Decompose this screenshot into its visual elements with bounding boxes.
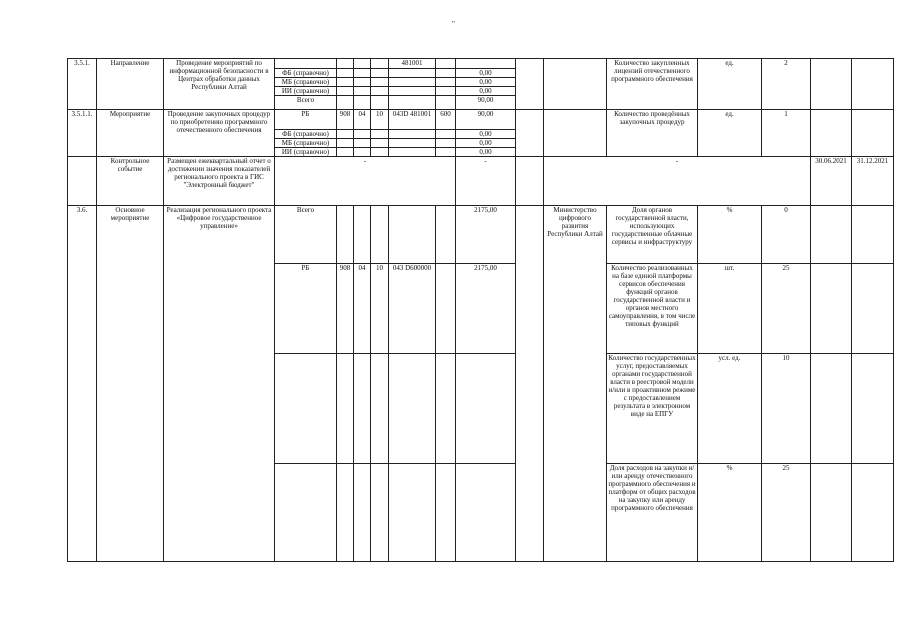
funding-source-label: ФБ (справочно) [275, 130, 337, 139]
indicator-text: Доля органов государственной власти, использующих государственные облачные сервисы и инфраструктуру [607, 206, 698, 264]
target-code: 043 D600000 [389, 264, 436, 354]
section-code: 04 [354, 264, 371, 354]
grbs-code: 908 [337, 110, 354, 130]
indicator-unit: % [698, 206, 762, 264]
table-row [68, 157, 894, 206]
funding-amount: 2175,00 [456, 264, 516, 354]
indicator-value: 2 [762, 59, 811, 110]
indicator-text: Количество реализованных на базе единой платформы сервисов обеспечения функций органов государственной власти и органов местного самоуправления, в том числе типовых функций [607, 264, 698, 354]
row-name: Реализация регионального проекта «Цифровое государственное управление» [164, 206, 275, 562]
table-row [68, 59, 894, 69]
indicator-value: 1 [762, 110, 811, 157]
funding-source-label: Всего [275, 96, 337, 110]
indicator-text: Количество закупленных лицензий отечественного программного обеспечения [607, 59, 698, 110]
indicator-value: 0 [762, 206, 811, 264]
row-name: Размещен ежеквартальный отчет о достижении значения показателей регионального проекта в ГИС "Электронный бюджет" [164, 157, 275, 206]
indicator-unit: % [698, 464, 762, 562]
dash-cell: - [275, 157, 456, 206]
subsection-code: 10 [371, 264, 389, 354]
funding-source-label: ИИ (справочно) [275, 87, 337, 96]
target-code: 481001 [389, 59, 436, 69]
row-name: Проведение мероприятий по информационной безопасности в Центрах обработки данных Республики Алтай [164, 59, 275, 110]
funding-amount: 90,00 [456, 96, 516, 110]
funding-source-label: ФБ (справочно) [275, 69, 337, 78]
funding-amount: 0,00 [456, 78, 516, 87]
row-type: Контрольное событие [97, 157, 164, 206]
row-type: Мероприятие [97, 110, 164, 157]
indicator-unit: усл. ед. [698, 354, 762, 464]
indicator-unit: ед. [698, 59, 762, 110]
budget-code: РБ [275, 110, 337, 130]
funding-amount: 0,00 [456, 87, 516, 96]
indicator-text: Количество проведённых закупочных процедур [607, 110, 698, 157]
row-name: Проведение закупочных процедур по приобретению программного отечественного обеспечения [164, 110, 275, 157]
grbs-code: 908 [337, 264, 354, 354]
indicator-text: Количество государственных услуг, предоставляемых органами государственной власти в реестровой модели и/или в проактивном режиме с предоставлением результата в электронном виде на ЕПГУ [607, 354, 698, 464]
funding-amount: 0,00 [456, 69, 516, 78]
dash-cell: - [456, 157, 516, 206]
indicator-text: Доля расходов на закупки и/или аренду отечественного программного обеспечения и платформ от общих расходов на закупку или аренду программного обеспечения [607, 464, 698, 562]
subsection-code: 10 [371, 110, 389, 130]
funding-amount: 0,00 [456, 148, 516, 157]
funding-source-label: ИИ (справочно) [275, 148, 337, 157]
indicator-value: 10 [762, 354, 811, 464]
date-end: 31.12.2021 [852, 157, 894, 206]
page-marker: " [452, 20, 455, 28]
indicator-unit: ед. [698, 110, 762, 157]
indicator-unit: шт. [698, 264, 762, 354]
dash-cell: - [544, 157, 811, 206]
table-row [68, 206, 894, 264]
funding-amount: 90,00 [456, 110, 516, 130]
budget-code: РБ [275, 264, 337, 354]
indicator-value: 25 [762, 264, 811, 354]
total-label: Всего [275, 206, 337, 264]
row-number: 3.5.1.1. [68, 110, 97, 157]
table-row [68, 110, 894, 130]
program-table [67, 58, 894, 562]
funding-amount: 0,00 [456, 139, 516, 148]
row-type: Основное мероприятие [97, 206, 164, 562]
indicator-value: 25 [762, 464, 811, 562]
date-start: 30.06.2021 [811, 157, 852, 206]
section-code: 04 [354, 110, 371, 130]
row-number: 3.6. [68, 206, 97, 562]
target-code: 043D 481001 [389, 110, 436, 130]
funding-source-label: МБ (справочно) [275, 139, 337, 148]
total-amount: 2175,00 [456, 206, 516, 264]
row-type: Направление [97, 59, 164, 110]
funding-source-label: МБ (справочно) [275, 78, 337, 87]
funding-amount: 0,00 [456, 130, 516, 139]
row-number: 3.5.1. [68, 59, 97, 110]
expense-type-code: 600 [436, 110, 456, 130]
executor: Министерство цифрового развития Республики Алтай [544, 206, 607, 562]
